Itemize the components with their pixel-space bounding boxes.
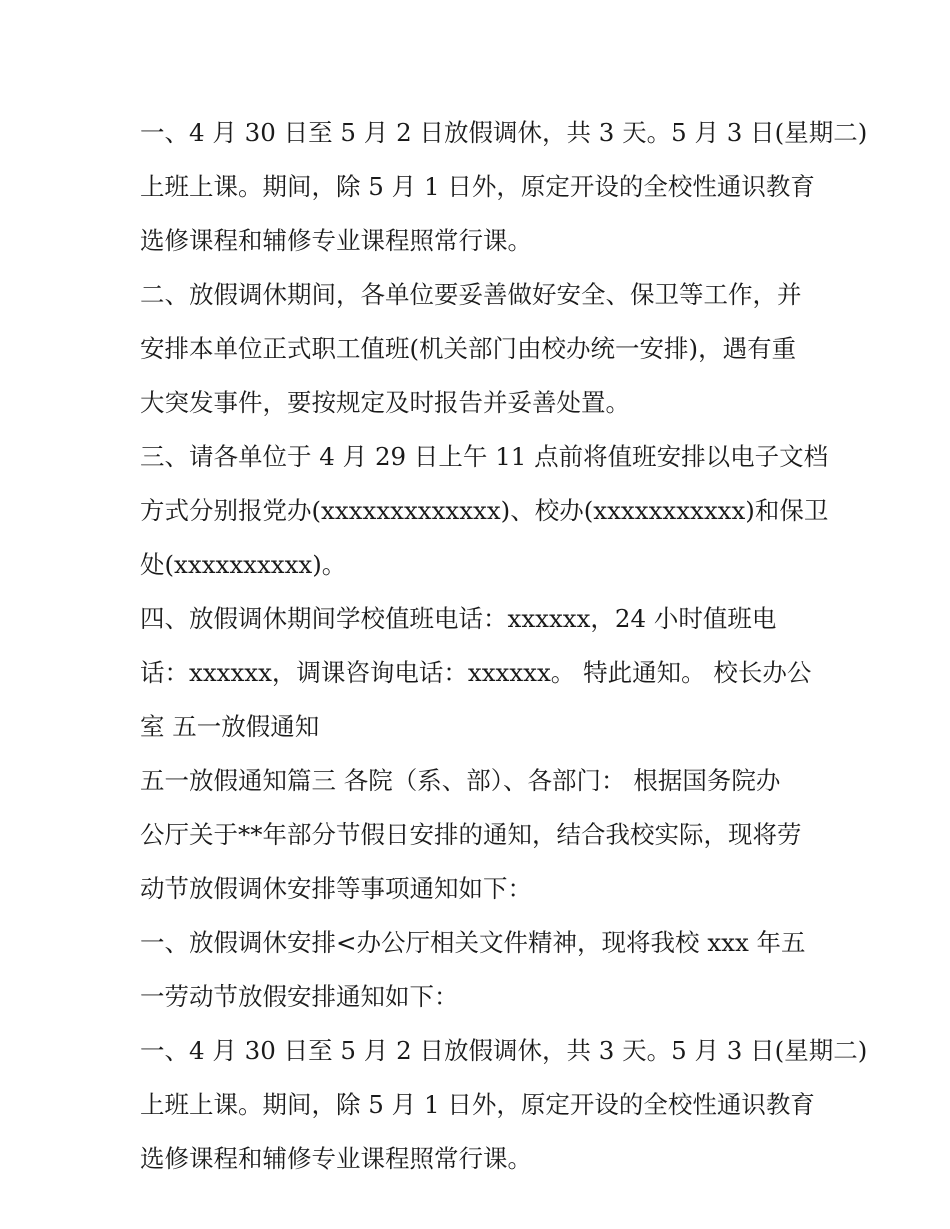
text-line: 室 五一放假通知 xyxy=(140,712,320,741)
text-line: 一劳动节放假安排通知如下： xyxy=(140,982,459,1011)
text-line: 处(xxxxxxxxxx)。 xyxy=(140,550,347,579)
text-line: 一、4 月 30 日至 5 月 2 日放假调休，共 3 天。5 月 3 日(星期二) xyxy=(140,1036,868,1065)
text-line: 五一放假通知篇三 各院（系、部）、各部门： 根据国务院办 xyxy=(140,766,781,795)
text-line: 公厅关于**年部分节假日安排的通知，结合我校实际，现将劳 xyxy=(140,820,802,849)
document-body xyxy=(140,106,868,1186)
text-line: 一、放假调休安排<办公厅相关文件精神，现将我校 xxx 年五 xyxy=(140,928,806,957)
text-line: 大突发事件，要按规定及时报告并妥善处置。 xyxy=(140,388,630,417)
text-line: 动节放假调休安排等事项通知如下： xyxy=(140,874,532,903)
text-line: 话：xxxxxx，调课咨询电话：xxxxxx。 特此通知。 校长办公 xyxy=(140,658,812,687)
text-line: 上班上课。期间，除 5 月 1 日外，原定开设的全校性通识教育 xyxy=(140,172,815,201)
text-line: 一、4 月 30 日至 5 月 2 日放假调休，共 3 天。5 月 3 日(星期二) xyxy=(140,118,868,147)
text-line: 选修课程和辅修专业课程照常行课。 xyxy=(140,1144,532,1173)
text-line: 上班上课。期间，除 5 月 1 日外，原定开设的全校性通识教育 xyxy=(140,1090,815,1119)
text-line: 选修课程和辅修专业课程照常行课。 xyxy=(140,226,532,255)
text-line: 方式分别报党办(xxxxxxxxxxxxx)、校办(xxxxxxxxxxx)和保卫 xyxy=(140,496,829,525)
text-line: 二、放假调休期间，各单位要妥善做好安全、保卫等工作，并 xyxy=(140,280,802,309)
text-line: 四、放假调休期间学校值班电话：xxxxxx，24 小时值班电 xyxy=(140,604,777,633)
text-line: 安排本单位正式职工值班(机关部门由校办统一安排)，遇有重 xyxy=(140,334,797,363)
text-line: 三、请各单位于 4 月 29 日上午 11 点前将值班安排以电子文档 xyxy=(140,442,829,471)
